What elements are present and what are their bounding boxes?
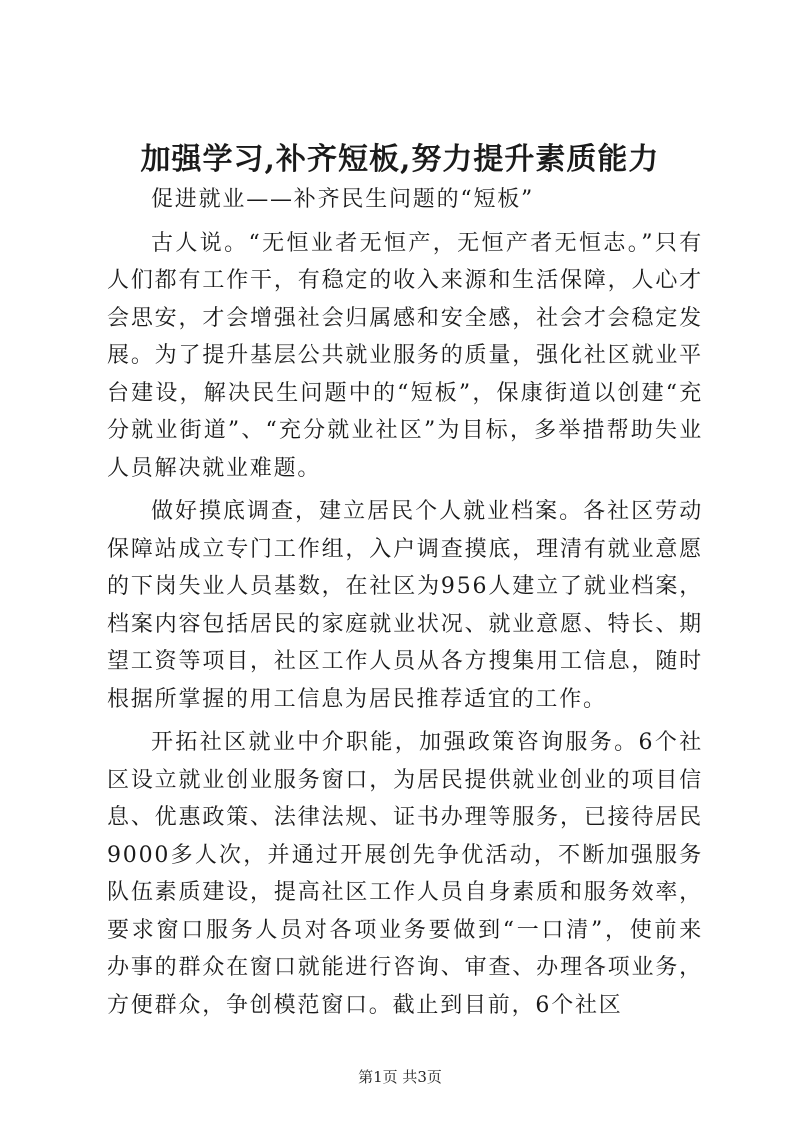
document-body (107, 181, 703, 1030)
paragraph-intro: 古人说。“无恒业者无恒产，无恒产者无恒志。”只有人们都有工作干，有稳定的收入来源和生活保障，人心才会思安，才会增强社会归属感和安全感，社会才会稳定发展。为了提升基层公共就业服务的质量，强化社区就业平台建设，解决民生问题中的“短板”，保康街道以创建“充分就业街道”、“充分就业社区”为目标，多举措帮助失业人员解决就业难题。 (107, 230, 703, 481)
document-title: 加强学习,补齐短板,努力提升素质能力 (140, 142, 660, 177)
paragraph-subtitle: 促进就业——补齐民生问题的“短板” (151, 187, 535, 212)
paragraph-service: 开拓社区就业中介职能，加强政策咨询服务。6个社区设立就业创业服务窗口，为居民提供就业创业的项目信息、优惠政策、法律法规、证书办理等服务，已接待居民9000多人次，并通过开展创先争优活动，不断加强服务队伍素质建设，提高社区工作人员自身素质和服务效率，要求窗口服务人员对各项业务要做到“一口清”，使前来办事的群众在窗口就能进行咨询、审查、办理各项业务，方便群众，争创模范窗口。截止到目前，6个社区 (107, 730, 703, 1018)
paragraph-survey: 做好摸底调查，建立居民个人就业档案。各社区劳动保障站成立专门工作组，入户调查摸底，理清有就业意愿的下岗失业人员基数，在社区为956人建立了就业档案，档案内容包括居民的家庭就业状况、就业意愿、特长、期望工资等项目，社区工作人员从各方搜集用工信息，随时根据所掌握的用工信息为居民推荐适宜的工作。 (107, 499, 703, 712)
page-number: 第1页 共3页 (358, 1068, 442, 1086)
